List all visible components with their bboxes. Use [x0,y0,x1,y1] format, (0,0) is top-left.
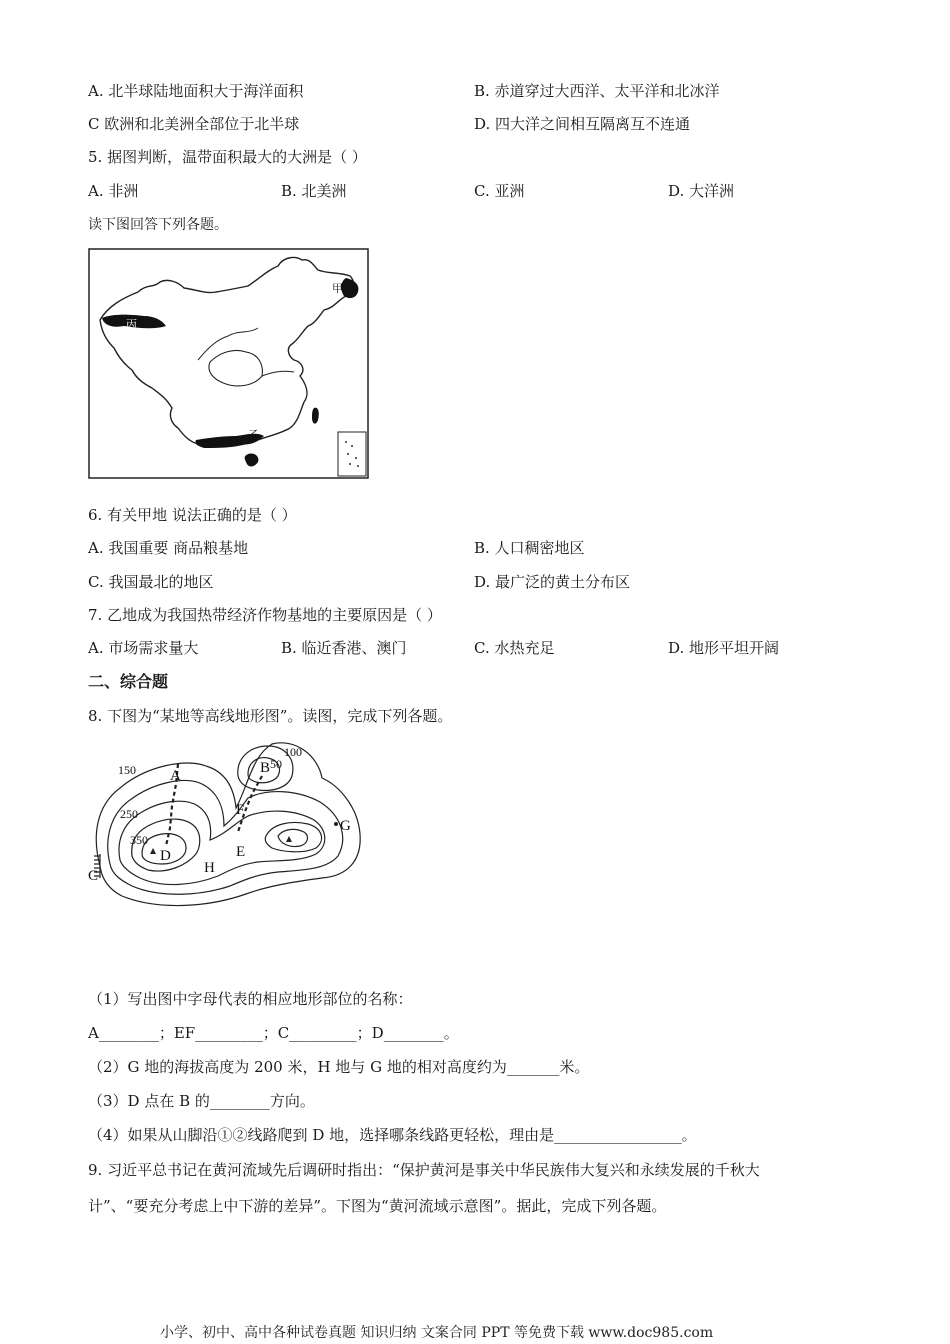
q6-option-d: D. 最广泛的黄土分布区 [474,573,631,591]
q4-option-a: A. 北半球陆地面积大于海洋面积 [88,82,304,100]
q4-option-c: C 欧洲和北美洲全部位于北半球 [88,115,300,133]
q7-stem: 7. 乙地成为我国热带经济作物基地的主要原因是（ ） [88,606,442,624]
section-title: 二、综合题 [88,672,169,691]
q4-option-d: D. 四大洋之间相互隔离互不连通 [474,115,691,133]
label-h: H [204,860,215,876]
label-150: 150 [118,763,136,777]
q5-option-b: B. 北美洲 [281,182,347,200]
q5-option-d: D. 大洋洲 [668,182,735,200]
q8-part1: （1）写出图中字母代表的相应地形部位的名称： [88,990,413,1008]
label-350: 350 [130,833,148,847]
q9-line1: 9. 习近平总书记在黄河流域先后调研时指出：“保护黄河是事关中华民族伟大复兴和永续发展的千秋大 [88,1161,760,1179]
contour-6 [265,823,321,852]
q5-option-c: C. 亚洲 [474,182,525,200]
q7-option-c: C. 水热充足 [474,639,555,657]
china-map-figure [88,248,370,480]
q4-option-b: B. 赤道穿过大西洋、太平洋和北冰洋 [474,82,720,100]
q6-option-b: B. 人口稠密地区 [474,539,585,557]
q5-option-a: A. 非洲 [88,182,139,200]
label-yi: 乙 [248,428,259,441]
q7-option-d: D. 地形平坦开阔 [668,639,780,657]
q8-stem: 8. 下图为“某地等高线地形图”。读图，完成下列各题。 [88,707,453,725]
q9-line2: 计”、“要充分考虑上中下游的差异”。下图为“黄河流域示意图”。据此，完成下列各题。 [88,1197,667,1215]
label-c: C [88,868,99,884]
label-f: F [236,802,245,818]
q7-option-b: B. 临近香港、澳门 [281,639,407,657]
south-sea-inset [338,432,366,476]
label-bing: 丙 [126,318,137,331]
contour-3 [119,801,325,884]
q8-part3: （3）D 点在 B 的________方向。 [88,1092,315,1110]
contour-map-figure [86,736,366,916]
q6-option-a: A. 我国重要 商品粮基地 [88,539,249,557]
label-100: 100 [284,745,302,759]
summit-d-icon [150,848,156,854]
contour-7 [278,829,307,846]
label-jia: 甲 [332,282,343,295]
q6-option-c: C. 我国最北的地区 [88,573,214,591]
label-g: G [340,818,351,834]
q8-part4: （4）如果从山脚沿①②线路爬到 D 地，选择哪条线路更轻松，理由是_________________。 [88,1126,697,1144]
point-g-dot [334,822,338,826]
label-b: B [260,760,271,776]
label-50: 50 [270,757,282,771]
q5-stem: 5. 据图判断，温带面积最大的大洲是（ ） [88,148,367,166]
label-a: A [170,768,181,784]
label-250: 250 [120,807,138,821]
map-intro: 读下图回答下列各题。 [88,217,228,233]
summit-east-icon [286,836,292,842]
q8-part2: （2）G 地的海拔高度为 200 米，H 地与 G 地的相对高度约为_______米。 [88,1058,590,1076]
q6-stem: 6. 有关甲地 说法正确的是（ ） [88,506,297,524]
page-footer: 小学、初中、高中各种试卷真题 知识归纳 文案合同 PPT 等免费下载 www.doc985.com [160,1325,714,1341]
label-d: D [160,848,171,864]
q7-option-a: A. 市场需求量大 [88,639,199,657]
label-e: E [236,844,246,860]
q8-part1-blanks: A________；EF_________；C_________；D________。 [88,1024,459,1042]
